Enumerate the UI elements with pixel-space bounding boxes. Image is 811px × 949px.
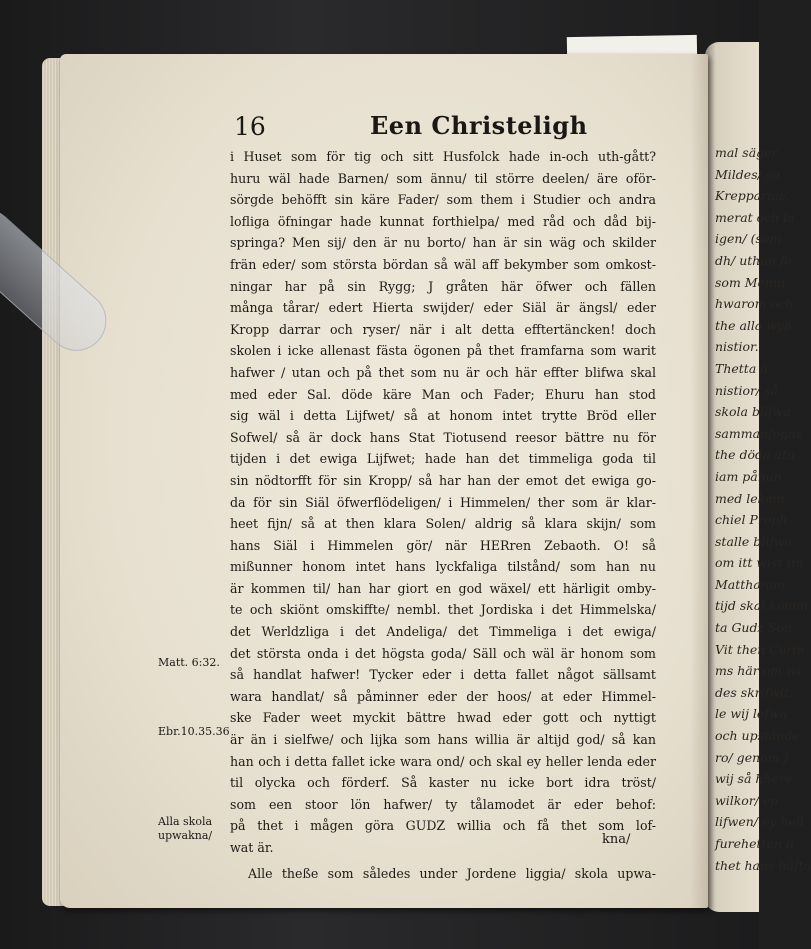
facing-page-line: Thetta ä <box>715 360 768 376</box>
running-head: Een Christeligh <box>370 111 588 140</box>
facing-page-line: sammanfogas <box>715 425 803 441</box>
facing-page-line: merat och la <box>715 209 795 225</box>
text-line: lofliga öfningar hade kunnat forthielpa/ med råd och dåd bij- <box>230 213 656 229</box>
text-line: da för sin Siäl öfwerflödeligen/ i Himmelen/ ther som är klar- <box>230 494 656 510</box>
text-line: många tårar/ edert Hierta swijder/ eder Siäl är ängsl/ eder <box>230 300 656 316</box>
text-line: huru wäl hade Barnen/ som ännu/ til större deelen/ äre oför- <box>230 170 656 186</box>
text-line: skolen i icke allenast fästa ögonen på thet framfarna som warit <box>230 343 656 359</box>
facing-page-line: lifwen/ ey hell <box>715 814 804 830</box>
facing-page-line: des skrifwit: <box>715 684 794 700</box>
margin-note-upwakna: upwakna/ <box>158 829 213 842</box>
text-line: wara handlat/ så påminner eder der hoos/ at eder Himmel- <box>230 688 656 704</box>
facing-page <box>705 42 811 912</box>
facing-page-line: och upstånde <box>715 728 800 744</box>
text-line: Alle theße som således under Jordene liggia/ skola upwa- <box>248 865 656 881</box>
facing-page-line: nistior. <box>715 339 759 355</box>
facing-page-line: the alla wyß <box>715 317 793 333</box>
text-line: som een stoor lön hafwer/ ty tålamodet är eder behof: <box>230 796 656 812</box>
facing-page-line: Vit then Corin <box>715 641 805 657</box>
facing-page-line: hwarom och <box>715 296 794 312</box>
facing-page-line: skola blifwa <box>715 404 791 420</box>
facing-page-line: igen/ (som <box>715 231 782 247</box>
text-line: Kropp darrar och ryser/ när i alt detta efftertäncken! doch <box>230 321 656 337</box>
page-number: 16 <box>234 112 266 141</box>
text-line: frän eder/ som största bördan så wäl aff bekymber som omkost- <box>230 256 656 272</box>
facing-page-line: nistior/ så <box>715 382 779 398</box>
facing-page-line: chiel Proph <box>715 512 788 528</box>
facing-page-line: Krepparna/ <box>715 188 787 204</box>
text-line: på thet i mågen göra GUDZ willia och få thet som lof- <box>230 818 656 834</box>
text-line: han och i detta fallet icke wara ond/ och skal ey heller lenda eder <box>230 753 656 769</box>
facing-page-line: wij så hhere <box>715 771 793 787</box>
text-line: det största onda i det högsta goda/ Säll och wäl är honom som <box>230 645 656 661</box>
facing-page-line: mal säger <box>715 145 778 160</box>
facing-page-line: iam påmin <box>715 468 782 484</box>
facing-page-line: wilkor/ en <box>715 792 779 808</box>
text-line: med eder Sal. döde käre Man och Fader; Ehuru han stod <box>230 386 656 402</box>
text-line: te och skiönt omskiffte/ nembl. thet Jordiska i det Himmelska/ <box>230 602 656 618</box>
text-line: det Werldzliga i det Andeliga/ det Timmeliga i det ewiga/ <box>230 624 656 640</box>
facing-page-line: the döda atu <box>715 447 795 463</box>
text-line: är än i sielfwe/ och lijka som hans willia är altijd god/ så kan <box>230 732 656 748</box>
text-line: wat är. <box>230 840 274 855</box>
facing-page-line: om itt wist tin <box>715 555 804 571</box>
margin-note-ebr: Ebr.10.35.36 <box>158 725 230 738</box>
margin-note-alla: Alla skola <box>158 815 213 828</box>
text-line: Sofwel/ så är dock hans Stat Tiotusend reesor bättre nu för <box>230 429 656 445</box>
catchword: kna/ <box>602 832 631 847</box>
facing-page-line: med lekam <box>715 490 785 506</box>
facing-page-line: stalle blifwa <box>715 533 793 549</box>
text-line: i Huset som för tig och sitt Husfolck hade in-och uth-gått? <box>230 149 656 164</box>
facing-page-line: tijd skal komm <box>715 598 809 614</box>
facing-page-text <box>715 142 811 876</box>
text-line: mißunner honom intet hans lyckfaliga tilstånd/ som han nu <box>230 559 656 575</box>
facing-page-line: Mildes/ so <box>715 166 780 182</box>
facing-page-line: ms här om wi <box>715 663 801 679</box>
text-line: ningar har på sin Rygg; J gråten här öfwer och fällen <box>230 278 656 294</box>
facing-page-line: ro/ genom J <box>715 749 789 765</box>
facing-page-line: dh/ uthan fe <box>715 252 792 268</box>
text-line: hans Siäl i Himmelen gör/ när HERren Zebaoth. O! så <box>230 537 656 553</box>
facing-page-line: furehetten li <box>715 836 794 851</box>
facing-page-line: ta Gudz Son <box>715 620 793 636</box>
facing-page-line: Matthæum, <box>715 576 789 592</box>
text-line: så handlat hafwer! Tycker eder i detta fallet något sällsamt <box>230 667 656 683</box>
text-line: hafwer / utan och på thet som nu är och här effter blifwa skal <box>230 364 656 380</box>
body-text <box>230 146 656 884</box>
text-line: tijden i det ewiga Lijfwet; hade han det timmeliga goda til <box>230 451 656 467</box>
text-line: heet fijn/ så at then klara Solen/ aldrig så klara skijn/ som <box>230 516 656 532</box>
text-line: springa? Men sij/ den är nu borto/ han är sin wäg och skilder <box>230 235 656 251</box>
text-line: är kommen til/ han har giort en god wäxel/ ett härligit omby- <box>230 580 656 596</box>
text-line: til olycka och förderf. Så kaster nu icke bort idra tröst/ <box>230 775 656 791</box>
text-line: sig wäl i detta Lijfwet/ så at honom intet trytte Bröd eller <box>230 408 656 424</box>
text-line: sin nödtorfft för sin Kropp/ så har han der emot det ewiga go- <box>230 472 656 488</box>
text-line: sörgde behöfft sin käre Fader/ som them i Studier och andra <box>230 192 656 208</box>
facing-page-line: le wij lefwa <box>715 706 788 722</box>
facing-page-line: thet hans häfta <box>715 857 811 873</box>
facing-page-line: som Menni <box>715 274 786 290</box>
text-line: ske Fader weet myckit bättre hwad eder gott och nyttigt <box>230 710 656 726</box>
margin-note-matt: Matt. 6:32. <box>158 656 220 669</box>
